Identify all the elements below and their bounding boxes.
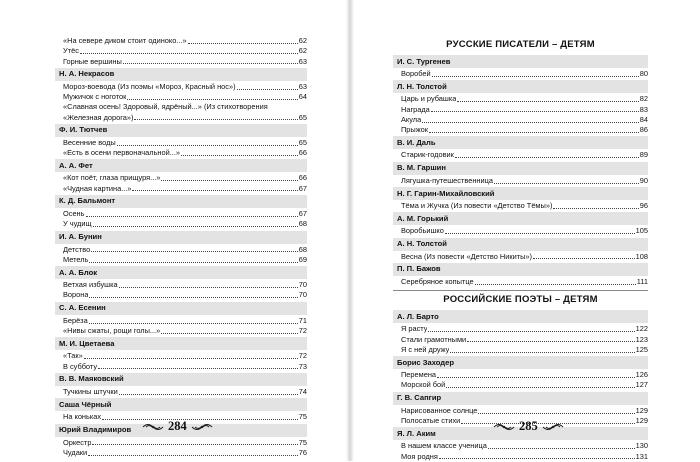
author-group [55,373,307,397]
entry-page: 69 [298,254,307,264]
author-group [393,136,648,160]
toc-entry[interactable] [55,92,307,102]
dot-leader [553,208,638,209]
author-heading: Я. Л. Аким [393,427,648,440]
toc-entry[interactable] [55,138,307,148]
author-group [393,356,648,391]
toc-entry[interactable] [55,209,307,219]
toc-entry[interactable] [55,184,307,194]
toc-entry[interactable] [55,290,307,300]
entry-page: 66 [298,148,307,158]
dot-leader [91,251,298,252]
toc-entry[interactable] [393,226,648,236]
entry-page: 65 [298,137,307,147]
dot-leader [446,387,634,388]
entry-page: 67 [298,208,307,218]
dot-leader [478,413,634,414]
toc-entry[interactable] [393,370,648,380]
author-heading: А. Н. Толстой [393,238,648,251]
entry-page: 64 [298,92,307,102]
toc-entry[interactable] [55,280,307,290]
entry-title: Нарисованное солнце [401,405,478,415]
toc-entry-line[interactable] [55,102,307,112]
toc-entry[interactable] [393,335,648,345]
dot-leader [475,284,636,285]
entry-page: 62 [298,36,307,45]
entry-title: Весна (Из повести «Детство Никиты») [401,251,532,261]
entry-title: Оркестр [63,437,92,447]
entry-title: «Нивы сжаты, рощи голы...» [63,326,161,336]
dot-leader [467,341,634,342]
author-group [393,80,648,135]
entry-page: 80 [639,69,648,78]
dot-leader [494,183,639,184]
entry-page: 129 [635,405,648,415]
toc-entry[interactable] [393,452,648,462]
entry-page: 126 [635,370,648,380]
toc-entry[interactable] [55,57,307,67]
toc-entry[interactable] [55,46,307,56]
author-group [55,36,307,67]
toc-entry[interactable] [393,176,648,186]
author-heading: В. В. Маяковский [55,373,307,386]
dot-leader [134,119,297,120]
dot-leader [123,63,298,64]
dot-leader [119,287,298,288]
dot-leader [98,368,298,369]
dot-leader [439,458,635,459]
entry-page: 129 [635,416,648,426]
entry-title: «Есть в осени первоначальной...» [63,148,181,158]
entry-title: Чудаки [63,447,88,457]
author-heading: В. М. Гаршин [393,162,648,175]
toc-entry[interactable] [393,69,648,79]
toc-entry[interactable] [55,326,307,336]
dot-leader [445,233,635,234]
section-divider [393,289,648,291]
dot-leader [237,89,298,90]
entry-page: 90 [639,175,648,185]
dot-leader [161,333,298,334]
dot-leader [457,101,638,102]
author-heading: Н. А. Некрасов [55,68,307,81]
entry-title: Прыжок [401,125,429,135]
dot-leader [80,53,298,54]
entry-title: Тучкины штучки [63,386,118,396]
author-heading: Борис Заходер [393,356,648,369]
author-heading: Ф. И. Тютчев [55,124,307,137]
entry-title: Детство [63,244,91,254]
dot-leader [89,262,297,263]
dot-leader [86,216,298,217]
right-ornament-icon [542,422,564,432]
dot-leader [93,226,298,227]
entry-title: Тёма и Жучка (Из повести «Детство Тёмы») [401,201,553,211]
section-title: РОССИЙСКИЕ ПОЭТЫ – ДЕТЯМ [443,294,598,306]
entry-page: 130 [635,441,648,451]
toc-entry[interactable] [55,36,307,46]
right-ornament-icon [191,422,213,432]
entry-title: Я с ней дружу [401,344,450,354]
toc-entry[interactable] [393,380,648,390]
author-heading: Г. В. Сапгир [393,392,648,405]
entry-page: 70 [298,280,307,290]
toc-entry[interactable] [393,105,648,115]
toc-entry[interactable] [55,82,307,92]
entry-title: Награда [401,104,430,114]
dot-leader [450,352,634,353]
author-heading: Н. Г. Гарин-Михайловский [393,187,648,200]
entry-page: 68 [298,219,307,229]
entry-page: 66 [298,173,307,183]
toc-entry[interactable] [55,351,307,361]
entry-title: «Железная дорога») [63,112,134,122]
dot-leader [181,155,298,156]
author-group [55,266,307,301]
dot-leader [422,122,639,123]
dot-leader [161,180,297,181]
author-heading: С. А. Есенин [55,302,307,315]
left-ornament-icon [493,422,515,432]
entry-title: Воробей [401,69,431,78]
toc-entry[interactable] [55,255,307,265]
toc-entry[interactable] [55,387,307,397]
entry-title: Мужичок с ноготок [63,92,127,102]
author-group [55,195,307,230]
author-heading: К. Д. Бальмонт [55,195,307,208]
entry-title: У чудищ [63,219,92,229]
page-number-285: 285 [519,419,538,433]
author-group [55,337,307,372]
author-group [393,162,648,186]
page-number-284: 284 [168,419,187,433]
entry-title: Лягушка-путешественница [401,175,493,185]
entry-title: Ворона [63,290,89,300]
left-table-of-contents [55,36,307,458]
entry-title: В субботу [63,361,98,371]
dot-leader [117,145,298,146]
toc-entry[interactable] [55,113,307,123]
entry-title: В нашем классе ученица [401,441,487,451]
author-heading: И. А. Бунин [55,231,307,244]
dot-leader [455,157,639,158]
author-group [55,159,307,194]
toc-entry[interactable] [55,173,307,183]
dot-leader [88,455,298,456]
entry-title: Моя родня [401,451,438,461]
entry-title: Утёс [63,46,79,56]
author-group [393,212,648,236]
toc-entry[interactable] [393,252,648,262]
toc-entry[interactable] [393,324,648,334]
dot-leader [533,258,635,259]
section-title: РУССКИЕ ПИСАТЕЛИ – ДЕТЯМ [446,39,595,50]
toc-section [393,310,648,462]
entry-title: «Так» [63,351,83,361]
entry-title: Морской бой [401,380,446,390]
toc-entry[interactable] [393,406,648,416]
author-group [55,68,307,123]
author-group [393,263,648,287]
entry-title: Весенние воды [63,137,116,147]
dot-leader [429,132,639,133]
entry-title: Осень [63,208,85,218]
author-heading: А. М. Горький [393,212,648,225]
toc-entry[interactable] [55,438,307,448]
entry-page: 82 [639,94,648,104]
entry-page: 105 [635,226,648,236]
entry-title: Ветхая избушка [63,280,118,290]
toc-entry[interactable] [393,115,648,125]
entry-page: 70 [298,290,307,300]
entry-title: Акула [401,114,422,124]
dot-leader [428,331,634,332]
entry-page: 75 [298,437,307,447]
toc-entry[interactable] [393,345,648,355]
entry-page: 131 [635,451,648,461]
author-heading: П. П. Бажов [393,263,648,276]
author-group [55,124,307,159]
left-ornament-icon [142,422,164,432]
dot-leader [437,377,635,378]
entry-title: Берёза [63,315,88,325]
toc-entry[interactable] [393,150,648,160]
right-page [350,0,700,461]
author-heading: В. И. Даль [393,136,648,149]
toc-section [393,55,648,287]
author-group [55,302,307,337]
entry-title: Полосатые стихи [401,416,461,426]
entry-page: 63 [298,56,307,66]
entry-page: 86 [639,125,648,135]
entry-page: 72 [298,326,307,336]
author-group [55,231,307,266]
entry-title: Серебряное копытце [401,276,474,286]
toc-entry[interactable] [55,219,307,229]
entry-title: Мороз-воевода (Из поэмы «Мороз, Красный нос») [63,81,236,91]
dot-leader [89,323,298,324]
author-group [393,55,648,79]
entry-title: Стали грамотными [401,334,467,344]
toc-entry[interactable] [393,441,648,451]
entry-page: 122 [635,324,648,334]
author-heading: Л. Н. Толстой [393,80,648,93]
left-page-number [142,419,213,434]
toc-entry[interactable] [55,316,307,326]
entry-page: 127 [635,380,648,390]
entry-title: Я расту [401,324,428,334]
dot-leader [84,358,298,359]
author-heading: М. И. Цветаева [55,337,307,350]
entry-title: Перемена [401,370,437,380]
entry-page: 74 [298,386,307,396]
dot-leader [431,111,639,112]
entry-title: «На севере диком стоит одиноко...» [63,36,187,45]
dot-leader [119,394,298,395]
dot-leader [127,99,297,100]
dot-leader [132,190,297,191]
toc-entry[interactable] [393,125,648,135]
entry-title: Старик-годовик [401,150,454,160]
toc-entry[interactable] [393,201,648,211]
entry-title: Метель [63,254,89,264]
entry-title: Воробьишко [401,226,444,236]
entry-page: 63 [298,81,307,91]
entry-page: 65 [298,112,307,122]
author-heading: А. Л. Барто [393,310,648,323]
dot-leader [188,43,298,44]
toc-entry[interactable] [393,277,648,287]
dot-leader [89,297,297,298]
entry-title: «Славная осень! Здоровый, ядрёный...» (Из стихотворения [63,102,268,112]
entry-page: 123 [635,334,648,344]
entry-page: 71 [298,315,307,325]
dot-leader [92,444,297,445]
author-group [393,310,648,355]
entry-page: 108 [635,251,648,261]
entry-page: 125 [635,344,648,354]
entry-page: 96 [639,201,648,211]
entry-title: Горные вершины [63,56,122,66]
left-page [0,0,350,461]
entry-page: 111 [636,276,648,286]
entry-page: 62 [298,46,307,56]
author-heading: И. С. Тургенев [393,55,648,68]
entry-page: 73 [298,361,307,371]
author-heading: А. А. Фет [55,159,307,172]
toc-entry[interactable] [393,94,648,104]
right-page-number [493,419,564,434]
entry-title: Царь и рубашка [401,94,457,104]
entry-page: 84 [639,114,648,124]
author-group [393,238,648,262]
dot-leader [488,448,635,449]
toc-entry[interactable] [55,245,307,255]
dot-leader [432,76,639,77]
toc-entry[interactable] [55,148,307,158]
author-heading: Юрий Владимиров [55,424,307,437]
right-table-of-contents [393,36,648,462]
entry-page: 83 [639,104,648,114]
entry-page: 76 [298,447,307,457]
entry-title: «Кот поёт, глаза прищуря...» [63,173,161,183]
entry-title: «Чудная картина...» [63,183,132,193]
toc-entry[interactable] [55,448,307,458]
toc-entry[interactable] [55,362,307,372]
entry-page: 68 [298,244,307,254]
author-heading: Саша Чёрный [55,398,307,411]
entry-page: 75 [298,412,307,422]
entry-page: 72 [298,351,307,361]
entry-page: 89 [639,150,648,160]
entry-title: На коньках [63,412,102,422]
author-heading: А. А. Блок [55,266,307,279]
entry-page: 67 [298,183,307,193]
author-group [393,187,648,211]
